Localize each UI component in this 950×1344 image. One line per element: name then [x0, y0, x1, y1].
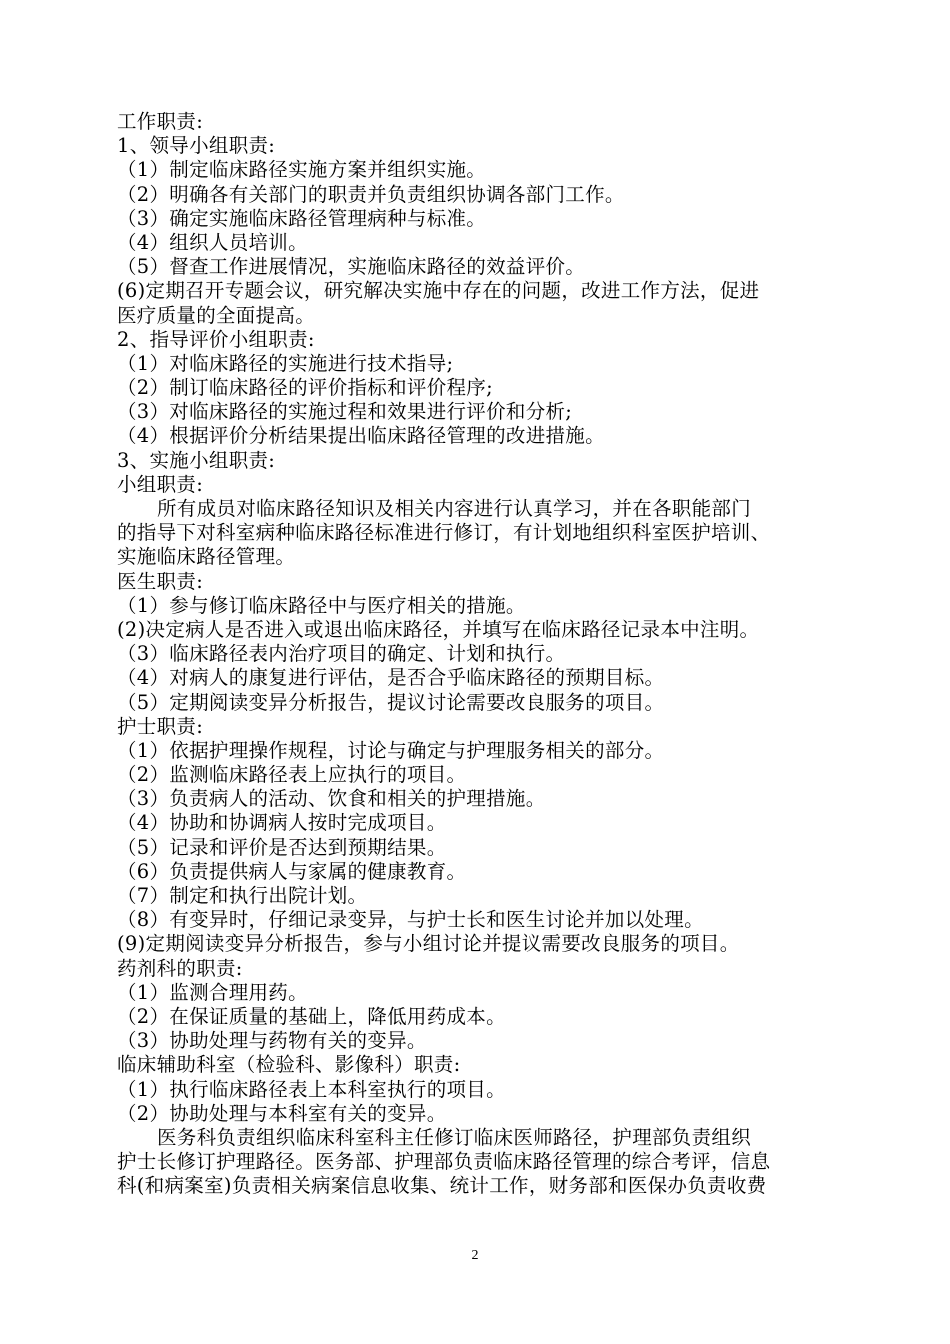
- list-item: （2）制订临床路径的评价指标和评价程序;: [117, 376, 493, 400]
- paragraph-line: 科(和病案室)负责相关病案信息收集、统计工作，财务部和医保办负责收费: [117, 1174, 767, 1198]
- section-heading: 工作职责:: [117, 110, 204, 133]
- role-heading: 临床辅助科室（检验科、影像科）职责:: [117, 1053, 461, 1077]
- list-item: （1）监测合理用药。: [117, 980, 308, 1004]
- role-heading: 药剂科的职责:: [117, 956, 243, 980]
- document-body: [117, 110, 837, 1198]
- paragraph-line: 所有成员对临床路径知识及相关内容进行认真学习，并在各职能部门: [157, 497, 752, 520]
- subsection-heading: 1、领导小组职责:: [117, 134, 276, 158]
- list-item: （5）督查工作进展情况，实施临床路径的效益评价。: [117, 255, 586, 279]
- role-heading: 小组职责:: [117, 472, 204, 496]
- role-heading: 医生职责:: [117, 569, 204, 593]
- list-item: (2)决定病人是否进入或退出临床路径，并填写在临床路径记录本中注明。: [117, 617, 760, 641]
- paragraph-line: 实施临床路径管理。: [117, 545, 296, 569]
- list-item: （3）对临床路径的实施过程和效果进行评价和分析;: [117, 400, 573, 424]
- list-item: （3）协助处理与药物有关的变异。: [117, 1029, 427, 1053]
- list-item: （4）对病人的康复进行评估，是否合乎临床路径的预期目标。: [117, 666, 665, 690]
- paragraph-line: 的指导下对科室病种临床路径标准进行修订，有计划地组织科室医护培训、: [117, 521, 771, 545]
- list-item: （4）根据评价分析结果提出临床路径管理的改进措施。: [117, 424, 605, 448]
- paragraph-line: 医务科负责组织临床科室科主任修订临床医师路径，护理部负责组织: [157, 1125, 752, 1149]
- list-item: （2）协助处理与本科室有关的变异。: [117, 1101, 447, 1125]
- list-item: （4）协助和协调病人按时完成项目。: [117, 811, 447, 835]
- list-item: （8）有变异时，仔细记录变异，与护士长和医生讨论并加以处理。: [117, 908, 704, 932]
- list-item: (6)定期召开专题会议，研究解决实施中存在的问题，改进工作方法，促进: [117, 279, 760, 303]
- paragraph-line: 护士长修订护理路径。医务部、护理部负责临床路径管理的综合考评，信息: [117, 1150, 771, 1174]
- list-item: （4）组织人员培训。: [117, 230, 308, 254]
- list-item: （2）监测临床路径表上应执行的项目。: [117, 763, 467, 787]
- list-item: （5）记录和评价是否达到预期结果。: [117, 835, 447, 859]
- subsection-heading: 2、指导评价小组职责:: [117, 327, 315, 351]
- list-item: （1）对临床路径的实施进行技术指导;: [117, 351, 454, 375]
- list-item: （7）制定和执行出院计划。: [117, 884, 368, 907]
- list-item: （1）制定临床路径实施方案并组织实施。: [117, 158, 487, 182]
- list-item: （5）定期阅读变异分析报告，提议讨论需要改良服务的项目。: [117, 690, 665, 714]
- list-item: （3）临床路径表内治疗项目的确定、计划和执行。: [117, 642, 566, 666]
- list-item: （6）负责提供病人与家属的健康教育。: [117, 859, 467, 883]
- subsection-heading: 3、实施小组职责:: [117, 448, 276, 472]
- page-number: 2: [471, 1248, 479, 1263]
- list-item: （1）执行临床路径表上本科室执行的项目。: [117, 1077, 506, 1101]
- role-heading: 护士职责:: [117, 714, 204, 738]
- list-item: （3）负责病人的活动、饮食和相关的护理措施。: [117, 787, 546, 811]
- list-item: （1）参与修订临床路径中与医疗相关的措施。: [117, 593, 526, 617]
- list-item: （1）依据护理操作规程，讨论与确定与护理服务相关的部分。: [117, 738, 665, 762]
- list-item: （3）确定实施临床路径管理病种与标准。: [117, 206, 487, 230]
- list-item: （2）明确各有关部门的职责并负责组织协调各部门工作。: [117, 182, 625, 206]
- text-line: 医疗质量的全面提高。: [117, 303, 316, 327]
- list-item: (9)定期阅读变异分析报告，参与小组讨论并提议需要改良服务的项目。: [117, 932, 740, 956]
- list-item: （2）在保证质量的基础上，降低用药成本。: [117, 1004, 506, 1028]
